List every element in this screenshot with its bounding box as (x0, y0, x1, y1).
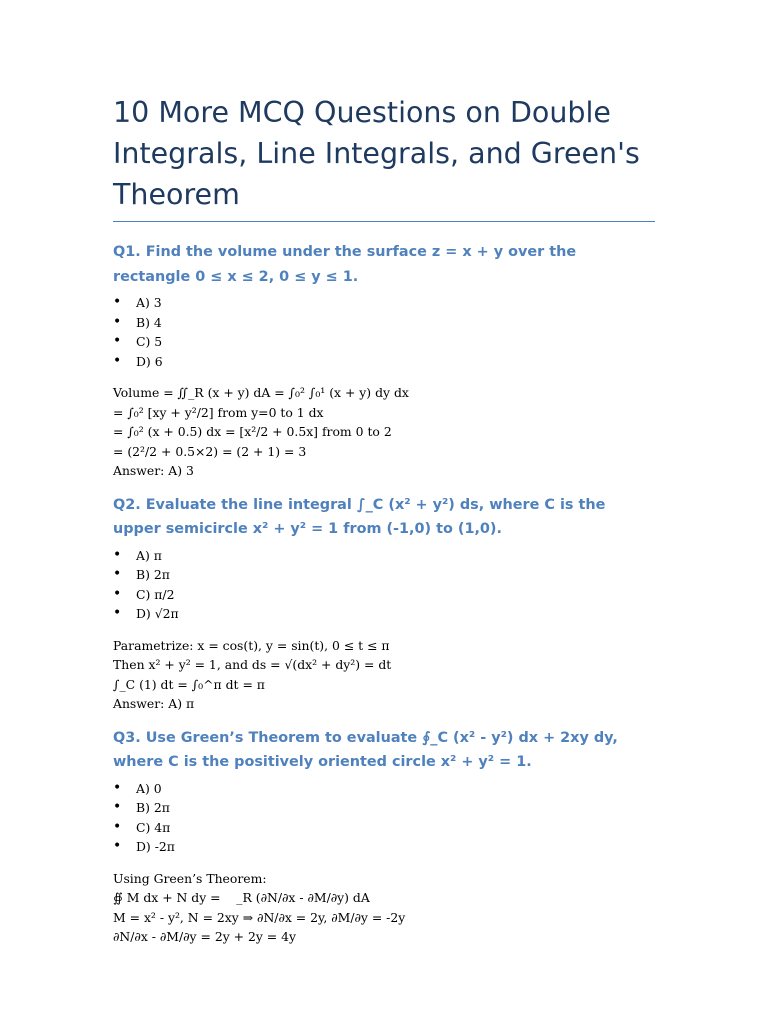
question-block-1 (113, 240, 655, 481)
solution-line: = (2²/2 + 0.5×2) = (2 + 1) = 3 (113, 443, 307, 459)
solution-line: Parametrize: x = cos(t), y = sin(t), 0 ≤ t ≤ π (113, 637, 390, 653)
option-label: D) 6 (136, 353, 163, 369)
answer-line: Answer: A) 3 (113, 463, 194, 478)
bullet-icon: • (113, 818, 122, 835)
bullet-icon: • (113, 566, 122, 582)
option-item (113, 332, 655, 352)
question-block-3 (113, 726, 655, 947)
option-item (113, 565, 655, 585)
option-label: C) π/2 (136, 586, 175, 602)
option-item (113, 818, 655, 838)
option-label: C) 4π (136, 819, 171, 835)
answer-options (113, 779, 655, 857)
option-label: B) 4 (136, 314, 162, 330)
bullet-icon: • (113, 313, 122, 330)
bullet-icon: • (113, 605, 122, 621)
bullet-icon: • (113, 799, 122, 815)
solution-line: Using Green’s Theorem: (113, 870, 267, 886)
solution-text (113, 383, 655, 481)
option-item (113, 293, 655, 313)
option-label: A) 3 (136, 295, 162, 310)
solution-line: ∯ M dx + N dy = _R (∂N/∂x - ∂M/∂y) dA (113, 890, 370, 905)
solution-line: ∂N/∂x - ∂M/∂y = 2y + 2y = 4y (113, 929, 296, 944)
answer-options (113, 546, 655, 624)
page-title: 10 More MCQ Questions on Double Integrals, Line Integrals, and Green's Theorem (113, 96, 640, 211)
bullet-icon: • (113, 333, 122, 349)
option-label: A) 0 (136, 780, 162, 796)
bullet-icon: • (113, 352, 122, 369)
solution-text (113, 869, 655, 947)
option-item (113, 585, 655, 605)
bullet-icon: • (113, 585, 122, 602)
option-label: D) -2π (136, 839, 175, 854)
option-item (113, 352, 655, 372)
question-block-2 (113, 493, 655, 714)
question-heading: Q3. Use Green’s Theorem to evaluate ∮_C (x² - y²) dx + 2xy dy, where C is the positively oriented circle x² + y² = 1. (113, 729, 618, 770)
solution-line: Volume = ∬_R (x + y) dA = ∫₀² ∫₀¹ (x + y) dy dx (113, 385, 409, 400)
question-heading: Q2. Evaluate the line integral ∫_C (x² + y²) ds, where C is the upper semicircle x² + y² = 1 from (-1,0) to (1,0). (113, 496, 606, 537)
option-label: A) π (136, 547, 162, 563)
solution-line: = ∫₀² (x + 0.5) dx = [x²/2 + 0.5x] from 0 to 2 (113, 424, 392, 439)
option-item (113, 837, 655, 857)
solution-line: M = x² - y², N = 2xy ⇒ ∂N/∂x = 2y, ∂M/∂y = -2y (113, 909, 406, 925)
option-label: B) 2π (136, 567, 170, 582)
option-item (113, 313, 655, 333)
solution-line: ∫_C (1) dt = ∫₀^π dt = π (113, 676, 265, 692)
solution-line: = ∫₀² [xy + y²/2] from y=0 to 1 dx (113, 404, 324, 420)
document-content (113, 92, 655, 959)
solution-line: Then x² + y² = 1, and ds = √(dx² + dy²) = dt (113, 657, 392, 672)
bullet-icon: • (113, 546, 122, 563)
option-item (113, 546, 655, 566)
bullet-icon: • (113, 838, 122, 854)
option-label: B) 2π (136, 800, 170, 815)
question-heading: Q1. Find the volume under the surface z = x + y over the rectangle 0 ≤ x ≤ 2, 0 ≤ y ≤ 1. (113, 244, 577, 285)
option-item (113, 604, 655, 624)
solution-text (113, 636, 655, 714)
bullet-icon: • (113, 779, 122, 796)
option-label: D) √2π (136, 606, 179, 621)
title-divider (113, 221, 655, 222)
option-item (113, 798, 655, 818)
answer-line: Answer: A) π (113, 696, 195, 711)
option-item (113, 779, 655, 799)
option-label: C) 5 (136, 334, 163, 349)
bullet-icon: • (113, 294, 122, 310)
answer-options (113, 293, 655, 371)
